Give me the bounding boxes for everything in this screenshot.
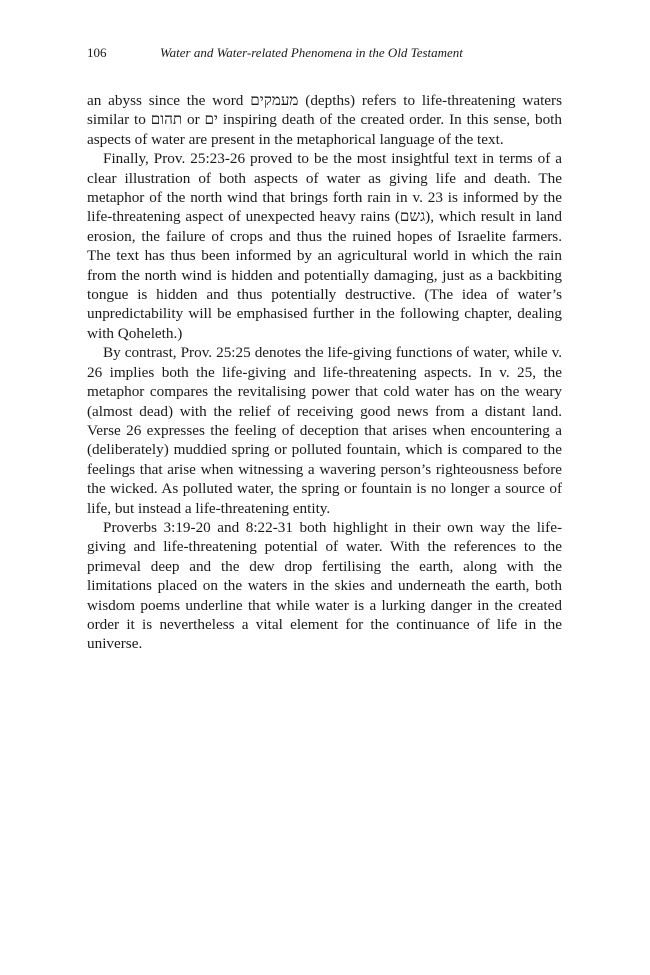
- paragraph-continued: an abyss since the word מעמקים (depths) refers to life-threatening waters similar to תהום or ים inspiring death of the created order. In this sense, both aspects of water are present in the metaphorical language of the text.: [87, 92, 562, 148]
- running-head: [87, 44, 562, 62]
- paragraph-proverbs-3-8: Proverbs 3:19-20 and 8:22-31 both highlight in their own way the life-giving and life-threatening potential of water. With the references to the primeval deep and the dew drop fertilising the earth, along with the limitations placed on the waters in the skies and underneath the earth, both wisdom poems underline that while water is a lurking danger in the created order it is nevertheless a vital element for the continuance of life in the universe.: [87, 518, 562, 653]
- paragraph-prov-25-23: Finally, Prov. 25:23-26 proved to be the most insightful text in terms of a clear illustration of both aspects of water as giving life and death. The metaphor of the north wind that brings forth rain in v. 23 is informed by the life-threatening aspect of unexpected heavy rains (גשם), which result in land erosion, the failure of crops and thus the ruined hopes of Israelite farmers. The text has thus been informed by an agricultural world in which the rain from the north wind is hidden and potentially damaging, just as a backbiting tongue is hidden and thus potentially destructive. (The idea of water’s unpredictability will be emphasised further in the following chapter, dealing with Qoheleth.): [87, 150, 562, 342]
- paragraph-prov-25-25: By contrast, Prov. 25:25 denotes the life-giving functions of water, while v. 26 implies both the life-giving and life-threatening aspects. In v. 25, the metaphor compares the revitalising power that cold water has on the weary (almost dead) with the relief of receiving good news from a distant land. Verse 26 expresses the feeling of deception that arises when encountering a (deliberately) muddied spring or polluted fountain, which is compared to the feelings that arise when witnessing a wavering person’s righteousness before the wicked. As polluted water, the spring or fountain is no longer a source of life, but instead a life-threatening entity.: [87, 344, 562, 517]
- body-text: [87, 91, 562, 654]
- running-title: Water and Water-related Phenomena in the Old Testament: [160, 45, 463, 60]
- page-number: 106: [87, 45, 107, 60]
